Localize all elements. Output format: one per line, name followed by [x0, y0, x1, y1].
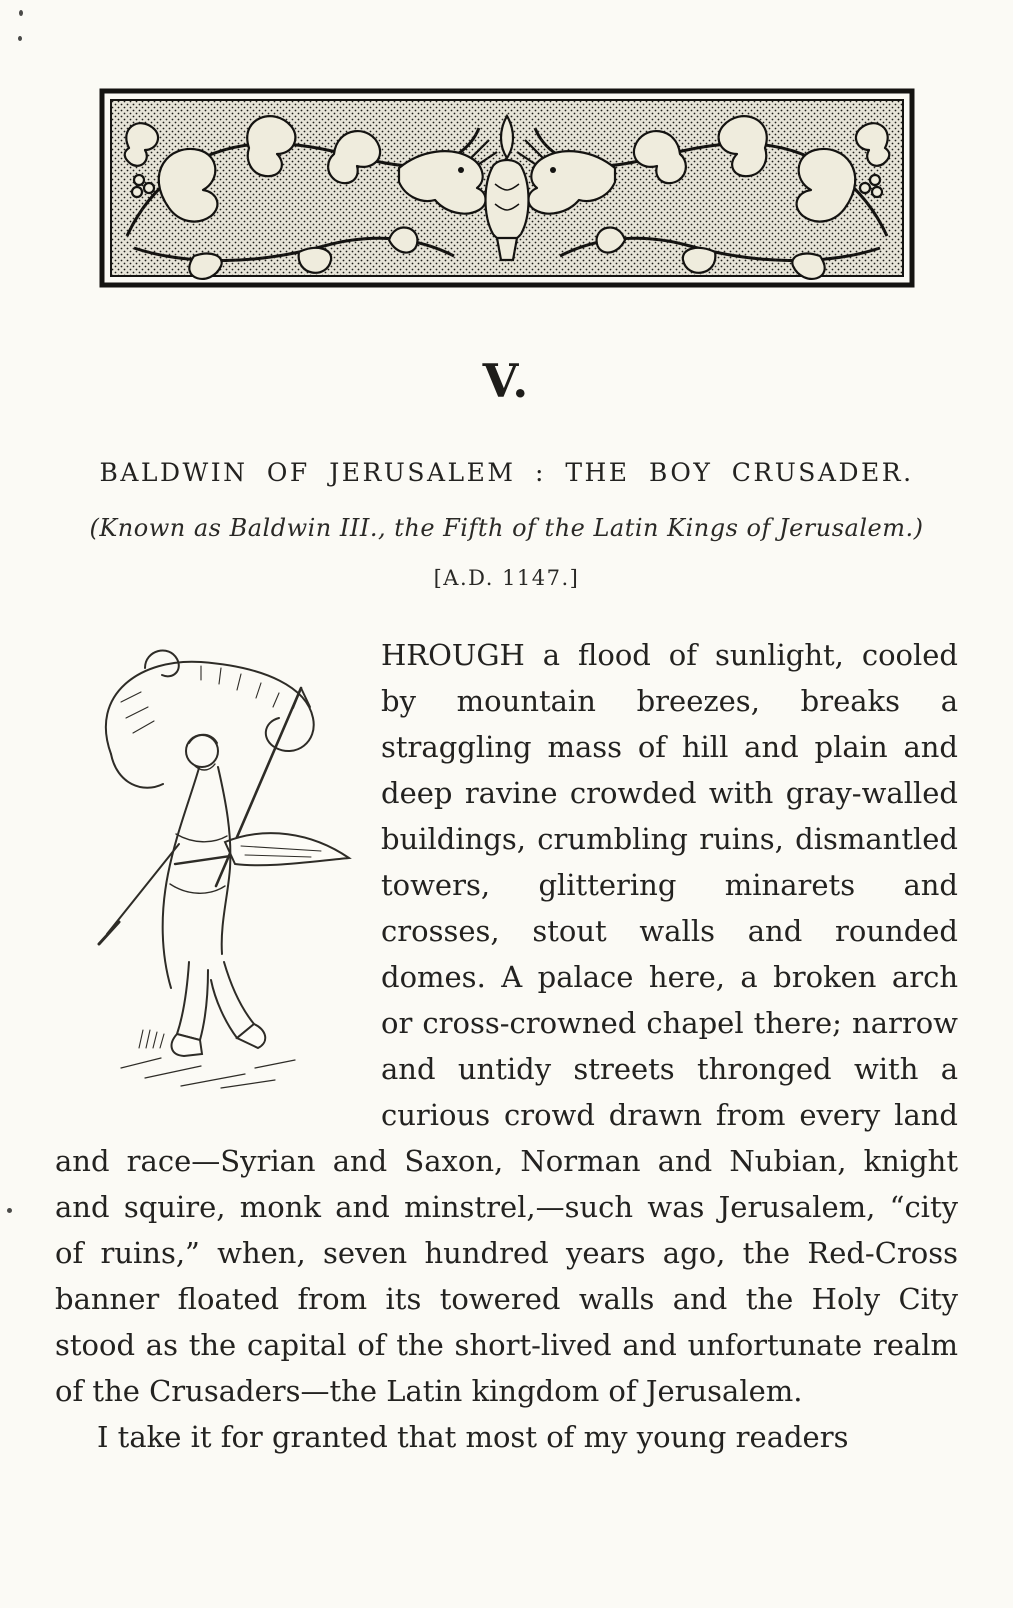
paragraph: HROUGH a flood of sunlight, cooled by mountain breezes, breaks a straggling mass of hill and plain and deep ravine crowded with gray-walled buildings, crumbling ruins, dismantled towers, glittering minarets and crosses, stout walls and rounded domes. A palace here, a broken arch or cross-crowned chapel there; narrow and untidy streets thronged with a curious crowd drawn from every land and race—Syrian and Saxon, Norman and Nubian, knight and squire, monk and minstrel,—such was Jerusalem, “city of ruins,” when, seven hundred years ago, the Red-Cross banner floated from its towered walls and the Holy City stood as the capital of the short-lived and unfortunate realm of the Crusaders—the Latin kingdom of Jerusalem. [55, 638, 958, 1408]
body-text [55, 632, 958, 1460]
date-line: [A.D. 1147.] [433, 566, 580, 590]
scan-artifact [7, 1208, 12, 1213]
knight-initial-drawing-icon [49, 636, 367, 1091]
chapter-title: BALDWIN OF JERUSALEM : THE BOY CRUSADER. [99, 458, 914, 487]
header-ornament [98, 88, 916, 288]
headpiece-engraving-icon [98, 88, 916, 288]
drop-cap-illustration [49, 636, 367, 1091]
chapter-number: V. [482, 354, 531, 408]
scan-artifact [19, 10, 23, 16]
paragraph: I take it for granted that most of my young readers [97, 1420, 849, 1454]
scan-artifact [18, 36, 22, 41]
chapter-subtitle: (Known as Baldwin III., the Fifth of the Latin Kings of Jerusalem.) [89, 514, 924, 542]
